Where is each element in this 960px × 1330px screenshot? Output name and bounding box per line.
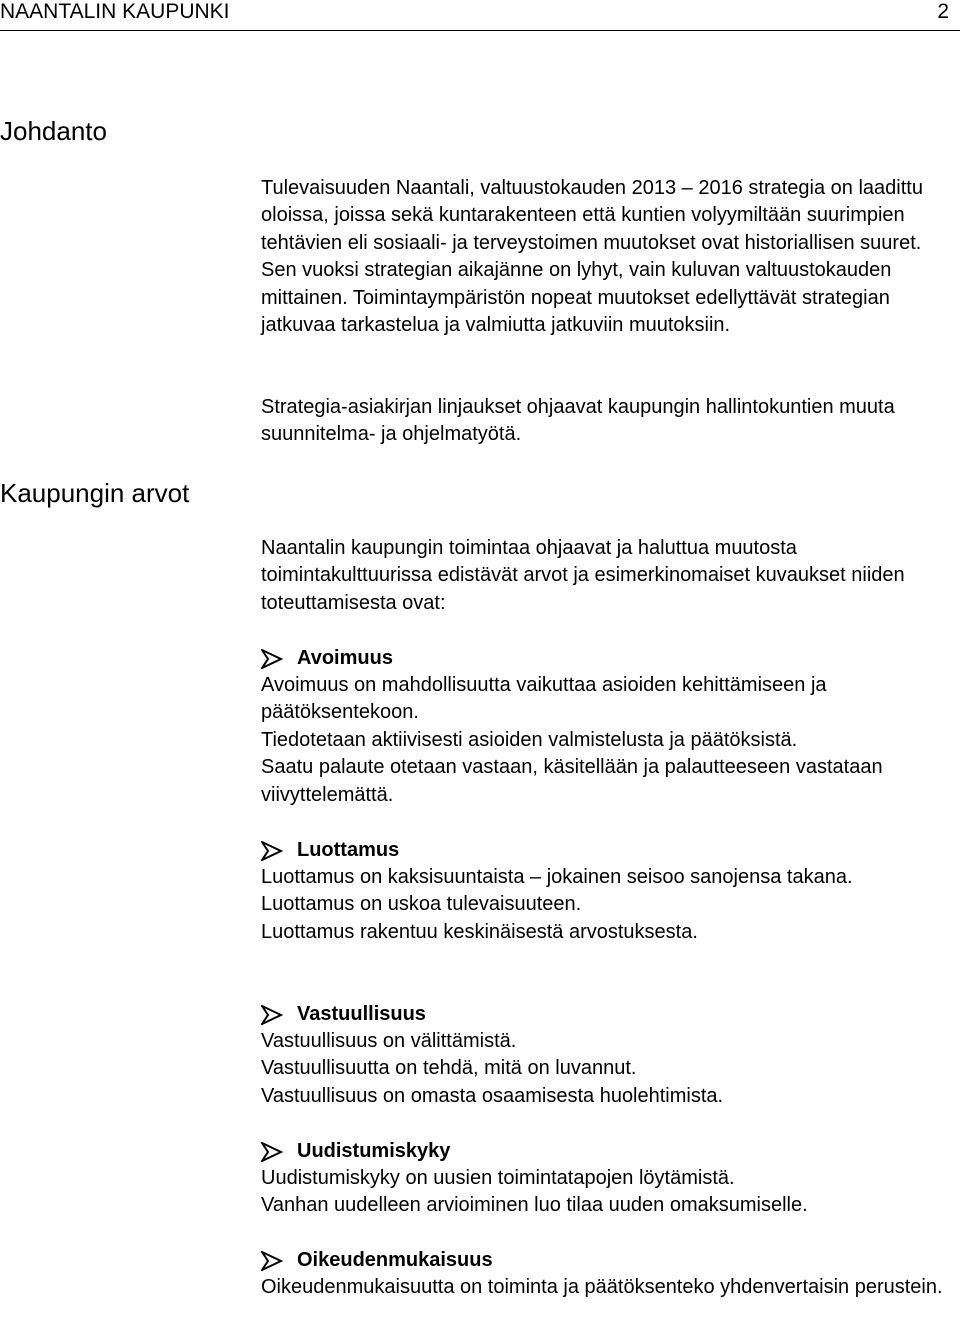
arrowhead-bullet-icon <box>261 649 283 669</box>
header-title: NAANTALIN KAUPUNKI <box>0 0 230 23</box>
arrowhead-bullet-icon <box>261 1251 283 1271</box>
page-header <box>0 0 960 30</box>
values-intro-paragraph: Naantalin kaupungin toimintaa ohjaavat ja haluttua muutosta toimintakulttuurissa edistävät arvot ja esimerkinomaiset kuvaukset niiden toteuttamisesta ovat: <box>261 537 905 614</box>
value-description: Luottamus rakentuu keskinäisestä arvostuksesta. <box>261 920 698 943</box>
value-item-oikeudenmukaisuus <box>261 1247 960 1301</box>
value-title: Avoimuus <box>297 647 393 669</box>
value-description: Vastuullisuutta on tehdä, mitä on luvannut. <box>261 1057 637 1080</box>
introduction-heading: Johdanto <box>0 116 107 146</box>
values-heading: Kaupungin arvot <box>0 478 190 508</box>
value-title: Uudistumiskyky <box>297 1140 451 1162</box>
value-description: Tiedotetaan aktiivisesti asioiden valmistelusta ja päätöksistä. <box>261 728 798 751</box>
value-description: Luottamus on kaksisuuntaista – jokainen seisoo sanojensa takana. <box>261 866 853 888</box>
value-description: Luottamus on uskoa tulevaisuuteen. <box>261 893 582 916</box>
header-divider <box>0 30 960 31</box>
value-item-uudistumiskyky <box>261 1138 960 1220</box>
value-description: Vastuullisuus on omasta osaamisesta huolehtimista. <box>261 1084 724 1107</box>
arrowhead-bullet-icon <box>261 841 283 861</box>
value-description: Avoimuus on mahdollisuutta vaikuttaa asioiden kehittämiseen ja päätöksentekoon. <box>261 674 827 724</box>
introduction-paragraph: Tulevaisuuden Naantali, valtuustokauden 2013 – 2016 strategia on laadittu oloissa, joissa sekä kuntarakenteen että kuntien volyymiltään suurimpien tehtävien eli sosiaali- ja terveystoimen muutokset ovat historiallisen suuret. Sen vuoksi strategian aikajänne on lyhyt, vain kuluvan valtuustokauden mittainen. Toimintaympäristön nopeat muutokset edellyttävät strategian jatkuvaa tarkastelua ja valmiutta jatkuviin muutoksiin. <box>261 177 923 337</box>
value-item-vastuullisuus <box>261 1001 960 1110</box>
value-title: Oikeudenmukaisuus <box>297 1249 493 1271</box>
value-description: Oikeudenmukaisuutta on toiminta ja päätöksenteko yhdenvertaisin perustein. <box>261 1276 943 1298</box>
value-title: Luottamus <box>297 839 400 861</box>
value-item-luottamus <box>261 837 960 946</box>
arrowhead-bullet-icon <box>261 1005 283 1025</box>
value-description: Vastuullisuus on välittämistä. <box>261 1030 517 1052</box>
arrowhead-bullet-icon <box>261 1142 283 1162</box>
value-title: Vastuullisuus <box>297 1003 426 1025</box>
value-item-avoimuus <box>261 645 960 809</box>
value-description: Saatu palaute otetaan vastaan, käsitellään ja palautteeseen vastataan viivyttelemättä. <box>261 756 883 806</box>
introduction-paragraph: Strategia-asiakirjan linjaukset ohjaavat kaupungin hallintokuntien muuta suunnitelma- ja ohjelmatyötä. <box>261 396 895 446</box>
value-description: Vanhan uudelleen arvioiminen luo tilaa uuden omaksumiselle. <box>261 1194 808 1217</box>
value-description: Uudistumiskyky on uusien toimintatapojen löytämistä. <box>261 1167 735 1189</box>
page-number: 2 <box>937 0 949 23</box>
